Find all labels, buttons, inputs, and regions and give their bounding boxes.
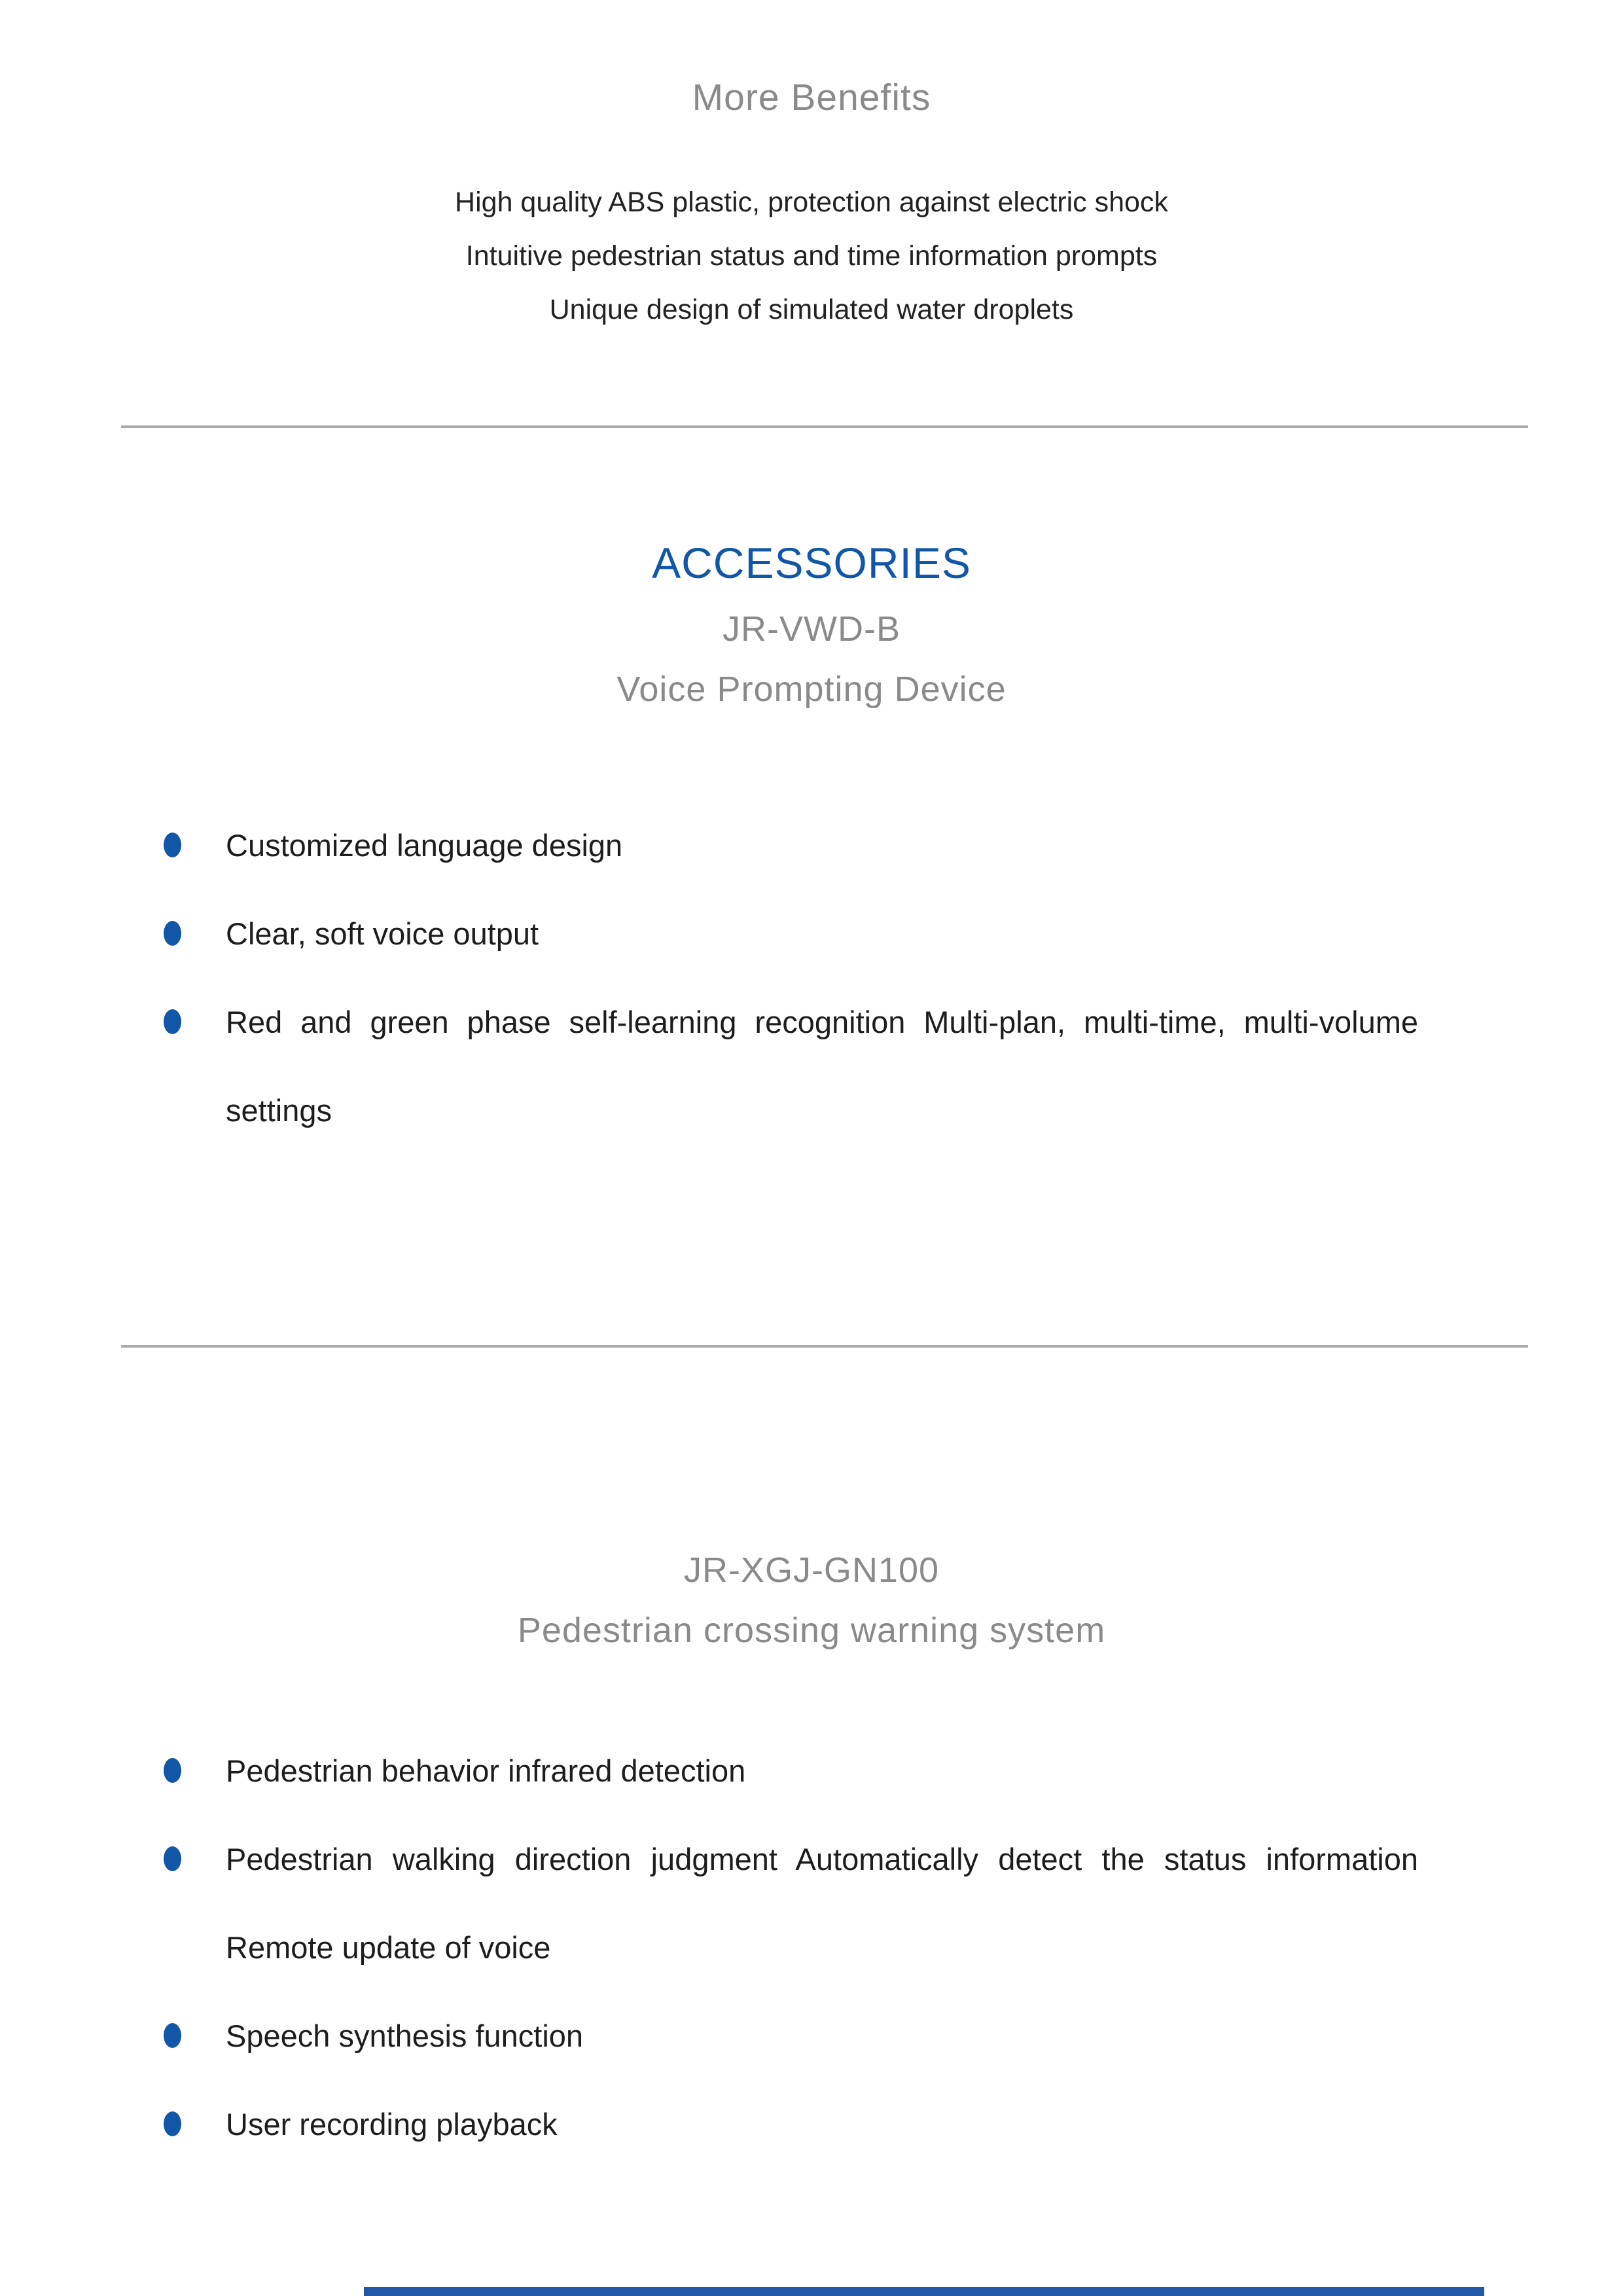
feature-text: User recording playback	[226, 2107, 558, 2142]
feature-text: Red and green phase self-learning recognition Multi-plan, multi-time, multi-volume settings	[226, 1005, 1418, 1128]
feature-text: Clear, soft voice output	[226, 916, 539, 951]
bullet-icon	[164, 1009, 181, 1034]
more-benefits-title: More Benefits	[692, 77, 931, 118]
footer-accent-bar	[364, 2287, 1484, 2296]
feature-item	[226, 1727, 1418, 1815]
accessories-title: ACCESSORIES	[652, 539, 971, 587]
accessory-product-name: Voice Prompting Device	[616, 670, 1007, 709]
feature-text: Pedestrian behavior infrared detection	[226, 1753, 746, 1788]
benefit-line: Unique design of simulated water droplets	[549, 294, 1074, 325]
section-divider	[121, 425, 1528, 428]
feature-text: Customized language design	[226, 828, 623, 863]
warning-system-feature-list	[226, 1727, 1418, 2168]
bullet-icon	[164, 2111, 181, 2136]
accessory-model-number: JR-VWD-B	[722, 609, 901, 649]
bullet-icon	[164, 1758, 181, 1783]
feature-item	[226, 1992, 1418, 2080]
benefit-line: High quality ABS plastic, protection against electric shock	[455, 187, 1168, 218]
section-divider	[121, 1345, 1528, 1348]
feature-item	[226, 978, 1418, 1155]
feature-text: Speech synthesis function	[226, 2018, 584, 2053]
feature-item	[226, 801, 1418, 889]
benefit-line: Intuitive pedestrian status and time information prompts	[465, 240, 1158, 272]
bullet-icon	[164, 2023, 181, 2048]
feature-item	[226, 1815, 1418, 1992]
feature-text: Pedestrian walking direction judgment Automatically detect the status information Remote update of voice	[226, 1842, 1418, 1965]
warning-system-model-number: JR-XGJ-GN100	[683, 1551, 940, 1590]
bullet-icon	[164, 833, 181, 857]
bullet-icon	[164, 1846, 181, 1871]
warning-system-product-name: Pedestrian crossing warning system	[517, 1611, 1106, 1650]
feature-item	[226, 2080, 1418, 2168]
feature-item	[226, 889, 1418, 978]
bullet-icon	[164, 921, 181, 946]
accessory-feature-list	[226, 801, 1418, 1155]
more-benefits-list	[0, 175, 1623, 336]
